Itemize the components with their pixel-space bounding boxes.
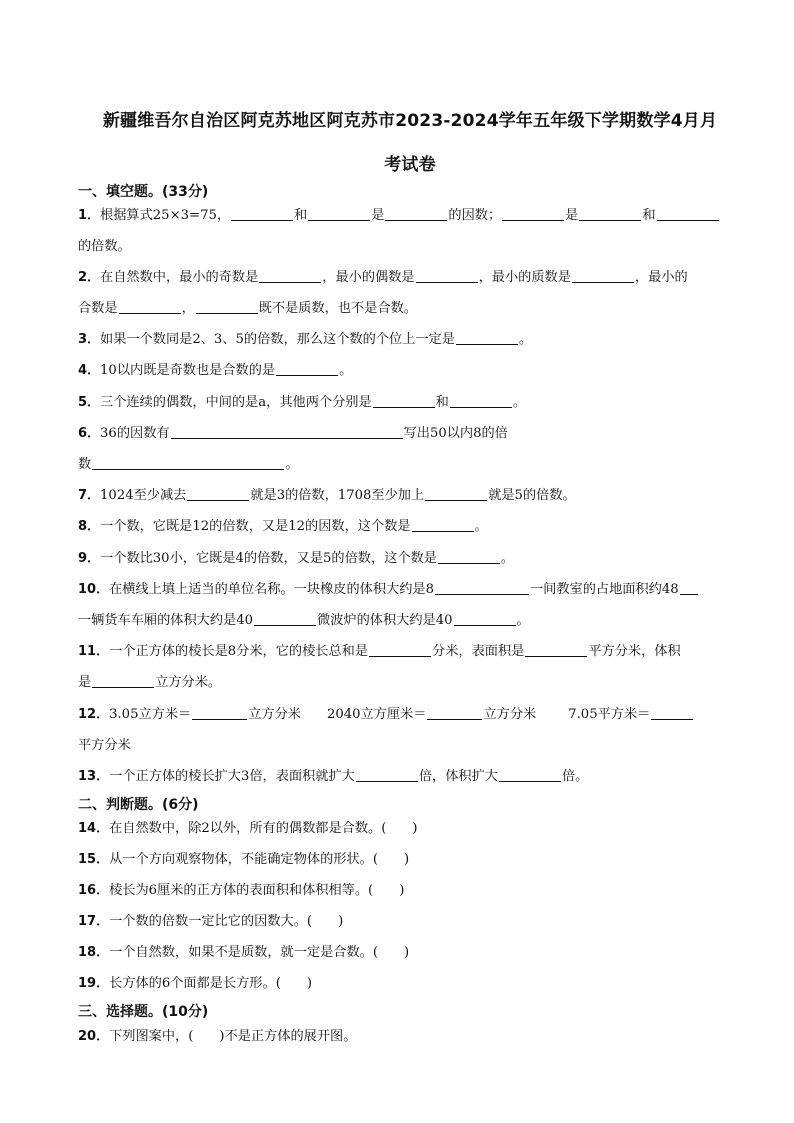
question-number: 4．	[78, 363, 101, 378]
answer-blank[interactable]	[651, 706, 693, 720]
answer-blank[interactable]	[680, 581, 698, 595]
question-17: 17．一个数的倍数一定比它的因数大。( )	[78, 914, 344, 929]
answer-blank[interactable]	[425, 487, 487, 501]
answer-blank[interactable]	[259, 269, 321, 283]
answer-blank[interactable]	[454, 612, 516, 626]
section-true-false: 二、判断题。(6分)	[78, 797, 199, 813]
question-2-cont: 合数是 ， 既不是质数，也不是合数。	[78, 301, 417, 316]
question-number: 15．	[78, 852, 110, 867]
question-number: 19．	[78, 976, 110, 991]
question-1: 1．根据算式25×3=75， 和 是 的因数； 是 和	[78, 207, 720, 225]
answer-blank[interactable]	[502, 207, 564, 221]
answer-blank[interactable]	[657, 207, 719, 221]
section-multiple-choice: 三、选择题。(10分)	[78, 1004, 209, 1020]
question-11: 11．一个正方体的棱长是8分米，它的棱长总和是 分米，表面积是 平方分米，体积	[78, 644, 681, 659]
question-2: 2．在自然数中，最小的奇数是 ，最小的偶数是 ，最小的质数是 ，最小的	[78, 270, 688, 285]
answer-blank[interactable]	[196, 300, 258, 314]
question-18: 18．一个自然数，如果不是质数，就一定是合数。( )	[78, 945, 410, 960]
answer-blank[interactable]	[450, 394, 512, 408]
answer-blank[interactable]	[456, 331, 518, 345]
answer-blank[interactable]	[356, 768, 418, 782]
question-5: 5．三个连续的偶数，中间的是a，其他两个分别是 和 。	[78, 395, 527, 410]
question-number: 10．	[78, 582, 110, 597]
answer-blank[interactable]	[308, 207, 370, 221]
question-12-cont: 平方分米	[78, 738, 131, 753]
question-6: 6．36的因数有 写出50以内8的倍	[78, 426, 508, 441]
section-fill-in: 一、填空题。(33分)	[78, 184, 209, 200]
question-9: 9．一个数比30小，它既是4的倍数，又是5的倍数，这个数是 。	[78, 551, 515, 566]
question-number: 2．	[78, 270, 101, 285]
question-15: 15．从一个方向观察物体，不能确定物体的形状。( )	[78, 852, 410, 867]
question-number: 11．	[78, 644, 110, 659]
question-number: 18．	[78, 945, 110, 960]
question-11-cont: 是 立方分米。	[78, 675, 222, 690]
question-3: 3．如果一个数同是2、3、5的倍数，那么这个数的个位上一定是 。	[78, 332, 533, 347]
question-number: 12．	[78, 707, 110, 722]
answer-blank[interactable]	[276, 362, 338, 376]
answer-blank[interactable]	[187, 487, 249, 501]
answer-blank[interactable]	[412, 518, 474, 532]
question-19: 19．长方体的6个面都是长方形。( )	[78, 976, 313, 991]
question-number: 3．	[78, 332, 101, 347]
question-number: 6．	[78, 426, 101, 441]
answer-blank[interactable]	[119, 300, 181, 314]
question-number: 7．	[78, 488, 101, 503]
question-16: 16．棱长为6厘米的正方体的表面积和体积相等。( )	[78, 883, 405, 898]
question-7: 7．1024至少减去 就是3的倍数，1708至少加上 就是5的倍数。	[78, 488, 576, 503]
question-number: 17．	[78, 914, 110, 929]
question-number: 1．	[78, 208, 101, 223]
answer-blank[interactable]	[572, 269, 634, 283]
question-number: 5．	[78, 395, 101, 410]
answer-blank[interactable]	[369, 643, 431, 657]
answer-blank[interactable]	[416, 269, 478, 283]
question-number: 14．	[78, 821, 110, 836]
answer-blank[interactable]	[231, 207, 293, 221]
answer-blank[interactable]	[438, 550, 500, 564]
answer-blank[interactable]	[579, 207, 641, 221]
question-1-cont: 的倍数。	[78, 239, 131, 254]
question-20: 20．下列图案中，( )不是正方体的展开图。	[78, 1029, 357, 1044]
question-10-cont: 一辆货车车厢的体积大约是40 微波炉的体积大约是40 。	[78, 613, 530, 628]
question-6-cont: 数 。	[78, 457, 299, 472]
answer-blank[interactable]	[92, 674, 154, 688]
question-number: 8．	[78, 519, 101, 534]
question-4: 4．10以内既是奇数也是合数的是 。	[78, 363, 353, 378]
question-number: 20．	[78, 1029, 110, 1044]
question-number: 13．	[78, 769, 110, 784]
answer-blank[interactable]	[92, 456, 284, 470]
answer-blank[interactable]	[385, 207, 447, 221]
question-10: 10．在横线上填上适当的单位名称。一块橡皮的体积大约是8 一间教室的占地面积约48	[78, 581, 699, 599]
question-8: 8．一个数，它既是12的倍数，又是12的因数，这个数是 。	[78, 519, 488, 534]
answer-blank[interactable]	[499, 768, 561, 782]
answer-blank[interactable]	[171, 425, 403, 439]
question-12: 12．3.05立方米＝ 立方分米 2040立方厘米＝ 立方分米 7.05平方米＝	[78, 706, 694, 724]
question-number: 16．	[78, 883, 110, 898]
answer-blank[interactable]	[192, 706, 247, 720]
question-14: 14．在自然数中，除2以外，所有的偶数都是合数。( )	[78, 821, 418, 836]
question-13: 13．一个正方体的棱长扩大3倍，表面积就扩大 倍，体积扩大 倍。	[78, 769, 589, 784]
answer-blank[interactable]	[254, 612, 316, 626]
exam-title-line2: 考试卷	[384, 155, 436, 175]
exam-title-line1: 新疆维吾尔自治区阿克苏地区阿克苏市2023-2024学年五年级下学期数学4月月	[102, 111, 718, 131]
answer-blank[interactable]	[435, 581, 529, 595]
answer-blank[interactable]	[427, 706, 482, 720]
answer-blank[interactable]	[373, 394, 435, 408]
answer-blank[interactable]	[525, 643, 587, 657]
question-number: 9．	[78, 551, 101, 566]
